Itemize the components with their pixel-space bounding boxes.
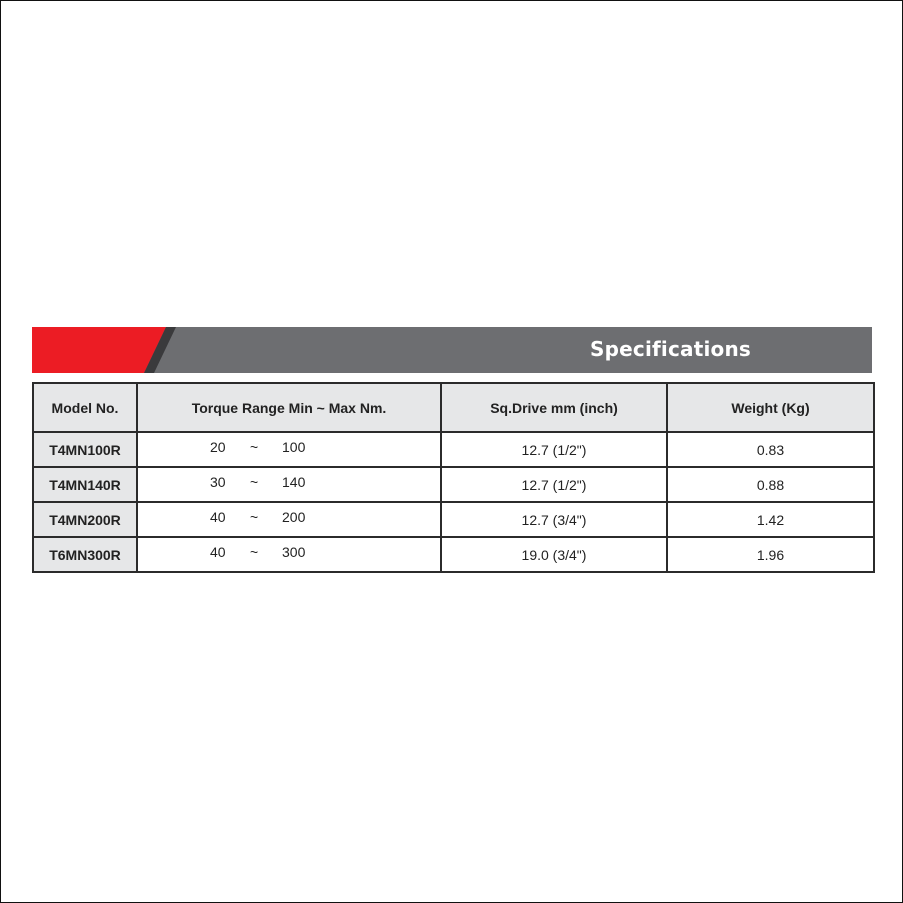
torque-separator: ~ xyxy=(250,439,259,455)
cell-sq-drive: 12.7 (1/2") xyxy=(441,432,667,467)
header-model-no: Model No. xyxy=(33,383,137,432)
torque-min: 20 xyxy=(210,439,226,455)
header-sq-drive: Sq.Drive mm (inch) xyxy=(441,383,667,432)
cell-model: T4MN200R xyxy=(33,502,137,537)
cell-model: T4MN140R xyxy=(33,467,137,502)
torque-max: 140 xyxy=(282,474,306,490)
table-row xyxy=(33,537,874,572)
torque-separator: ~ xyxy=(250,544,259,560)
cell-torque-range xyxy=(137,467,441,502)
specifications-table xyxy=(32,382,875,573)
torque-max: 100 xyxy=(282,439,306,455)
torque-min: 30 xyxy=(210,474,226,490)
cell-weight: 0.88 xyxy=(667,467,874,502)
table-header-row xyxy=(33,383,874,432)
torque-max: 300 xyxy=(282,544,306,560)
torque-separator: ~ xyxy=(250,474,259,490)
cell-torque-range xyxy=(137,432,441,467)
cell-sq-drive: 12.7 (1/2") xyxy=(441,467,667,502)
table-row xyxy=(33,432,874,467)
header-weight: Weight (Kg) xyxy=(667,383,874,432)
torque-min: 40 xyxy=(210,509,226,525)
table-row xyxy=(33,502,874,537)
cell-weight: 1.96 xyxy=(667,537,874,572)
cell-sq-drive: 19.0 (3/4") xyxy=(441,537,667,572)
table-row xyxy=(33,467,874,502)
cell-torque-range xyxy=(137,502,441,537)
header-torque-range: Torque Range Min ~ Max Nm. xyxy=(137,383,441,432)
banner-title: Specifications xyxy=(590,337,752,361)
torque-max: 200 xyxy=(282,509,306,525)
cell-weight: 1.42 xyxy=(667,502,874,537)
specifications-banner xyxy=(32,327,872,373)
cell-weight: 0.83 xyxy=(667,432,874,467)
cell-torque-range xyxy=(137,537,441,572)
torque-min: 40 xyxy=(210,544,226,560)
cell-model: T6MN300R xyxy=(33,537,137,572)
cell-sq-drive: 12.7 (3/4") xyxy=(441,502,667,537)
cell-model: T4MN100R xyxy=(33,432,137,467)
torque-separator: ~ xyxy=(250,509,259,525)
